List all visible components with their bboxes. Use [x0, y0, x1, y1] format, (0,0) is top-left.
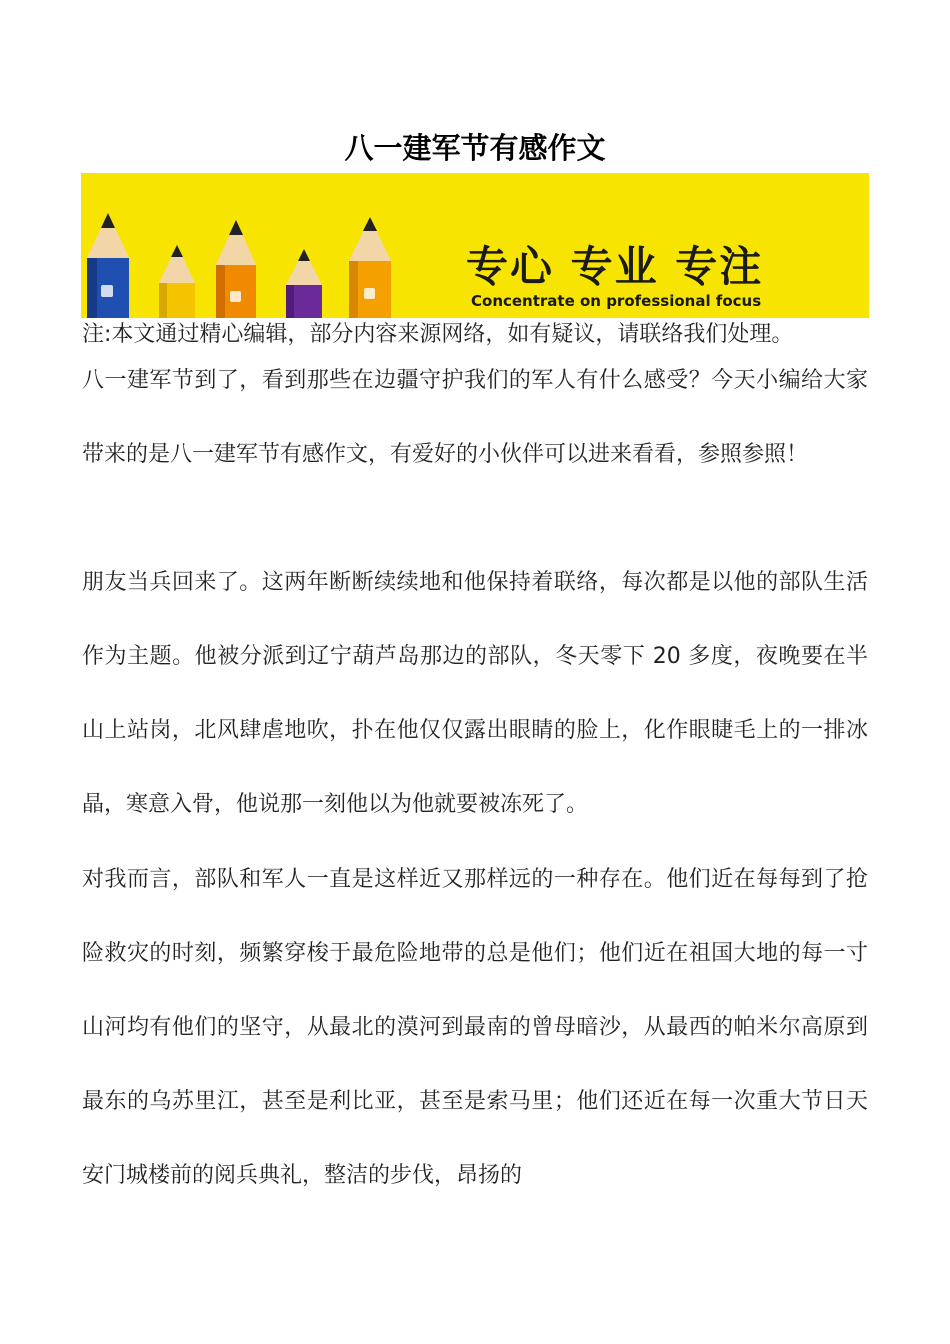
paragraph-intro: 八一建军节到了，看到那些在边疆守护我们的军人有什么感受？今天小编给大家带来的是八一建军节有感作文，有爱好的小伙伴可以进来看看，参照参照！	[82, 368, 868, 467]
banner-image	[81, 173, 869, 318]
pencil-yellow-icon	[159, 245, 195, 318]
banner-slogan: 专心 专业 专注	[466, 242, 764, 291]
paragraph-reflection: 对我而言，部队和军人一直是这样近又那样远的一种存在。他们近在每每到了抢险救灾的时刻，频繁穿梭于最危险地带的总是他们；他们近在祖国大地的每一寸山河均有他们的坚守，从最北的漠河到最南的曾母暗沙，从最西的帕米尔高原到最东的乌苏里江，甚至是利比亚，甚至是索马里；他们还近在每一次重大节日天安门城楼前的阅兵典礼，整洁的步伐，昂扬的	[82, 867, 868, 1188]
pencil-purple-icon	[286, 249, 322, 318]
pencil-orange-icon	[216, 220, 256, 318]
pencil-amber-icon	[349, 217, 391, 318]
pencil-blue-icon	[87, 213, 129, 318]
editor-notice: 注:本文通过精心编辑，部分内容来源网络，如有疑议，请联络我们处理。	[82, 322, 794, 347]
paragraph-friend-story: 朋友当兵回来了。这两年断断续续地和他保持着联络，每次都是以他的部队生活作为主题。他被分派到辽宁葫芦岛那边的部队，冬天零下 20 多度，夜晚要在半山上站岗，北风肆虐地吹，扑在他仅仅露出眼睛的脸上，化作眼睫毛上的一排冰晶，寒意入骨，他说那一刻他以为他就要被冻死了。	[82, 570, 868, 817]
banner-slogan-english: Concentrate on professional focus	[471, 292, 762, 310]
document-title: 八一建军节有感作文	[344, 131, 606, 165]
